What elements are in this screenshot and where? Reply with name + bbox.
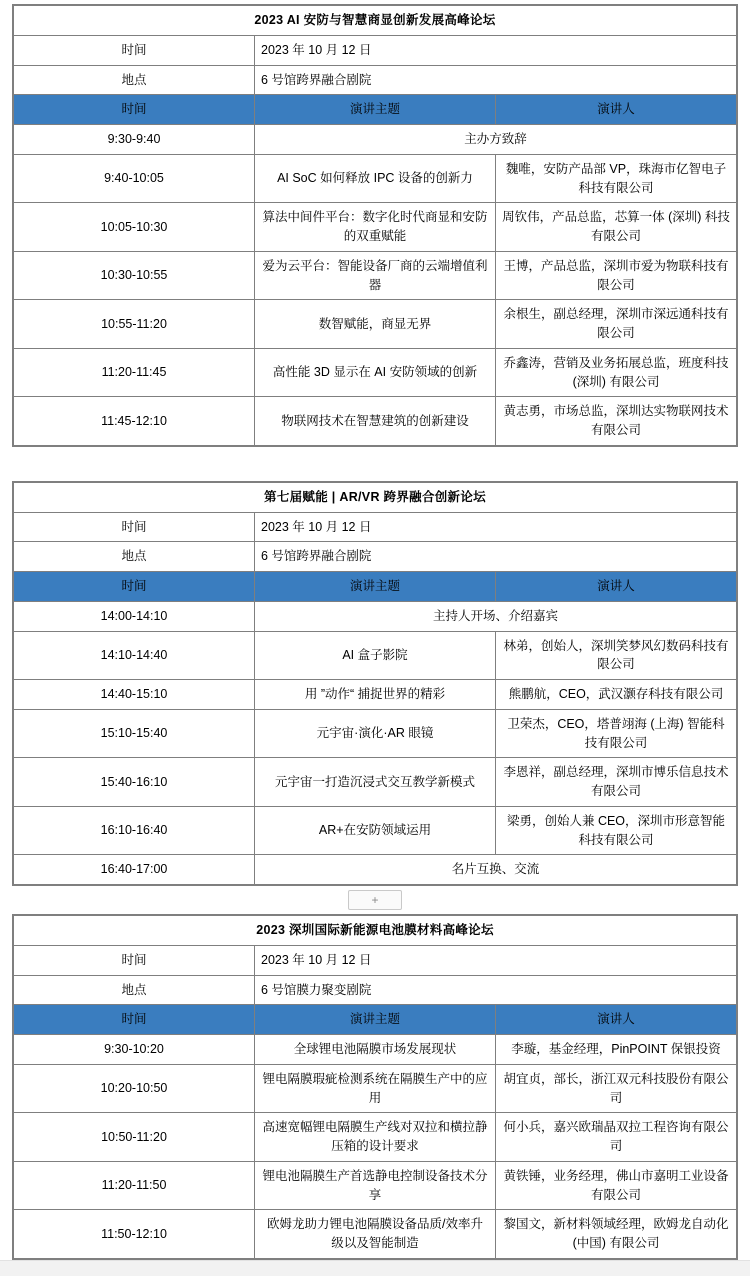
- session-topic: 数智赋能，商显无界: [255, 300, 496, 349]
- session-speaker: 熊鹏航，CEO，武汉灏存科技有限公司: [496, 680, 737, 710]
- column-header-topic: 演讲主题: [255, 572, 496, 602]
- block-gap: [0, 447, 750, 481]
- session-topic: 爱为云平台：智能设备厂商的云端增值利器: [255, 251, 496, 300]
- forum-title: 第七届赋能 | AR/VR 跨界融合创新论坛: [14, 482, 737, 512]
- table-row: [14, 348, 737, 397]
- forum-title: 2023 深圳国际新能源电池膜材料高峰论坛: [14, 916, 737, 946]
- meta-label-time: 时间: [14, 945, 255, 975]
- column-header-topic: 演讲主题: [255, 95, 496, 125]
- session-topic: 名片互换、交流: [255, 855, 737, 885]
- session-topic: AI 盒子影院: [255, 631, 496, 680]
- table-row: [14, 1035, 737, 1065]
- session-time: 9:30-10:20: [14, 1035, 255, 1065]
- meta-row-time: [14, 35, 737, 65]
- meta-label-venue: 地点: [14, 65, 255, 95]
- add-row-button[interactable]: +: [348, 890, 402, 910]
- column-header-row: [14, 95, 737, 125]
- agenda-block-1: [12, 4, 738, 447]
- table-row: [14, 300, 737, 349]
- agenda-block-3: [12, 914, 738, 1260]
- session-time: 10:30-10:55: [14, 251, 255, 300]
- session-time: 11:45-12:10: [14, 397, 255, 446]
- table-row: [14, 154, 737, 203]
- session-topic: 主持人开场、介绍嘉宾: [255, 601, 737, 631]
- meta-label-time: 时间: [14, 35, 255, 65]
- table-row: [14, 1161, 737, 1210]
- session-speaker: 黎国文，新材料领域经理，欧姆龙自动化 (中国) 有限公司: [496, 1210, 737, 1259]
- forum-title-row: [14, 916, 737, 946]
- session-speaker: 周钦伟，产品总监，芯算一体 (深圳) 科技有限公司: [496, 203, 737, 252]
- session-speaker: 李恩祥，副总经理，深圳市博乐信息技术有限公司: [496, 758, 737, 807]
- session-topic: 主办方致辞: [255, 125, 737, 155]
- table-row: [14, 1064, 737, 1113]
- column-header-topic: 演讲主题: [255, 1005, 496, 1035]
- column-header-row: [14, 572, 737, 602]
- table-row: [14, 125, 737, 155]
- meta-row-time: [14, 512, 737, 542]
- session-speaker: 余根生，副总经理，深圳市深远通科技有限公司: [496, 300, 737, 349]
- session-speaker: 何小兵，嘉兴欧瑞晶双拉工程咨询有限公司: [496, 1113, 737, 1162]
- table-row: [14, 855, 737, 885]
- session-speaker: 梁勇，创始人兼 CEO，深圳市形意智能科技有限公司: [496, 806, 737, 855]
- meta-label-time: 时间: [14, 512, 255, 542]
- session-speaker: 魏唯，安防产品部 VP，珠海市亿智电子科技有限公司: [496, 154, 737, 203]
- forum-title: 2023 AI 安防与智慧商显创新发展高峰论坛: [14, 6, 737, 36]
- table-row: [14, 631, 737, 680]
- column-header-time: 时间: [14, 95, 255, 125]
- session-speaker: 王博，产品总监，深圳市爱为物联科技有限公司: [496, 251, 737, 300]
- column-header-time: 时间: [14, 1005, 255, 1035]
- meta-value-time: 2023 年 10 月 12 日: [255, 35, 737, 65]
- session-topic: 高速宽幅锂电隔膜生产线对双拉和横拉静压箱的设计要求: [255, 1113, 496, 1162]
- session-time: 15:10-15:40: [14, 709, 255, 758]
- table-row: [14, 758, 737, 807]
- table-row: [14, 203, 737, 252]
- meta-row-time: [14, 945, 737, 975]
- meta-row-venue: [14, 975, 737, 1005]
- meta-value-time: 2023 年 10 月 12 日: [255, 512, 737, 542]
- session-speaker: 胡宜贞，部长，浙江双元科技股份有限公司: [496, 1064, 737, 1113]
- bottom-status-bar: [0, 1260, 750, 1276]
- session-topic: 算法中间件平台：数字化时代商显和安防的双重赋能: [255, 203, 496, 252]
- session-time: 15:40-16:10: [14, 758, 255, 807]
- forum-title-row: [14, 482, 737, 512]
- meta-row-venue: [14, 65, 737, 95]
- meta-label-venue: 地点: [14, 975, 255, 1005]
- agenda-block-2: [12, 481, 738, 886]
- table-row: [14, 1113, 737, 1162]
- column-header-time: 时间: [14, 572, 255, 602]
- session-topic: AR+在安防领域运用: [255, 806, 496, 855]
- session-time: 10:50-11:20: [14, 1113, 255, 1162]
- session-time: 11:50-12:10: [14, 1210, 255, 1259]
- session-speaker: 林弟，创始人，深圳笑梦风幻数码科技有限公司: [496, 631, 737, 680]
- meta-value-venue: 6 号馆跨界融合剧院: [255, 65, 737, 95]
- table-row: [14, 601, 737, 631]
- meta-row-venue: [14, 542, 737, 572]
- table-row: [14, 806, 737, 855]
- table-row: [14, 397, 737, 446]
- session-time: 10:05-10:30: [14, 203, 255, 252]
- session-speaker: 乔鑫涛，营销及业务拓展总监，班度科技 (深圳) 有限公司: [496, 348, 737, 397]
- column-header-row: [14, 1005, 737, 1035]
- session-time: 14:40-15:10: [14, 680, 255, 710]
- session-topic: 用 ”动作“ 捕捉世界的精彩: [255, 680, 496, 710]
- session-time: 11:20-11:50: [14, 1161, 255, 1210]
- session-time: 11:20-11:45: [14, 348, 255, 397]
- session-topic: 锂电隔膜瑕疵检测系统在隔膜生产中的应用: [255, 1064, 496, 1113]
- session-topic: 元宇宙一打造沉浸式交互教学新模式: [255, 758, 496, 807]
- session-topic: 元宇宙·演化·AR 眼镜: [255, 709, 496, 758]
- session-speaker: 李璇，基金经理，PinPOINT 保银投资: [496, 1035, 737, 1065]
- meta-value-venue: 6 号馆膜力聚变剧院: [255, 975, 737, 1005]
- session-time: 16:40-17:00: [14, 855, 255, 885]
- session-time: 14:10-14:40: [14, 631, 255, 680]
- table-row: [14, 709, 737, 758]
- table-row: [14, 680, 737, 710]
- agenda-table-3: [13, 915, 737, 1259]
- session-time: 16:10-16:40: [14, 806, 255, 855]
- table-row: [14, 1210, 737, 1259]
- meta-value-venue: 6 号馆跨界融合剧院: [255, 542, 737, 572]
- add-row-control: [12, 886, 738, 914]
- session-time: 9:30-9:40: [14, 125, 255, 155]
- session-topic: AI SoC 如何释放 IPC 设备的创新力: [255, 154, 496, 203]
- session-speaker: 黄铁锤，业务经理，佛山市嘉明工业设备有限公司: [496, 1161, 737, 1210]
- agenda-table-1: [13, 5, 737, 446]
- column-header-speaker: 演讲人: [496, 95, 737, 125]
- session-time: 10:20-10:50: [14, 1064, 255, 1113]
- column-header-speaker: 演讲人: [496, 572, 737, 602]
- forum-title-row: [14, 6, 737, 36]
- column-header-speaker: 演讲人: [496, 1005, 737, 1035]
- session-topic: 锂电池隔膜生产首选静电控制设备技术分享: [255, 1161, 496, 1210]
- session-topic: 高性能 3D 显示在 AI 安防领域的创新: [255, 348, 496, 397]
- session-topic: 物联网技术在智慧建筑的创新建设: [255, 397, 496, 446]
- session-time: 10:55-11:20: [14, 300, 255, 349]
- session-topic: 欧姆龙助力锂电池隔膜设备品质/效率升级以及智能制造: [255, 1210, 496, 1259]
- session-time: 14:00-14:10: [14, 601, 255, 631]
- session-topic: 全球锂电池隔膜市场发展现状: [255, 1035, 496, 1065]
- table-row: [14, 251, 737, 300]
- session-time: 9:40-10:05: [14, 154, 255, 203]
- meta-value-time: 2023 年 10 月 12 日: [255, 945, 737, 975]
- session-speaker: 卫荣杰，CEO，塔普翊海 (上海) 智能科技有限公司: [496, 709, 737, 758]
- session-speaker: 黄志勇，市场总监，深圳达实物联网技术有限公司: [496, 397, 737, 446]
- meta-label-venue: 地点: [14, 542, 255, 572]
- agenda-table-2: [13, 482, 737, 885]
